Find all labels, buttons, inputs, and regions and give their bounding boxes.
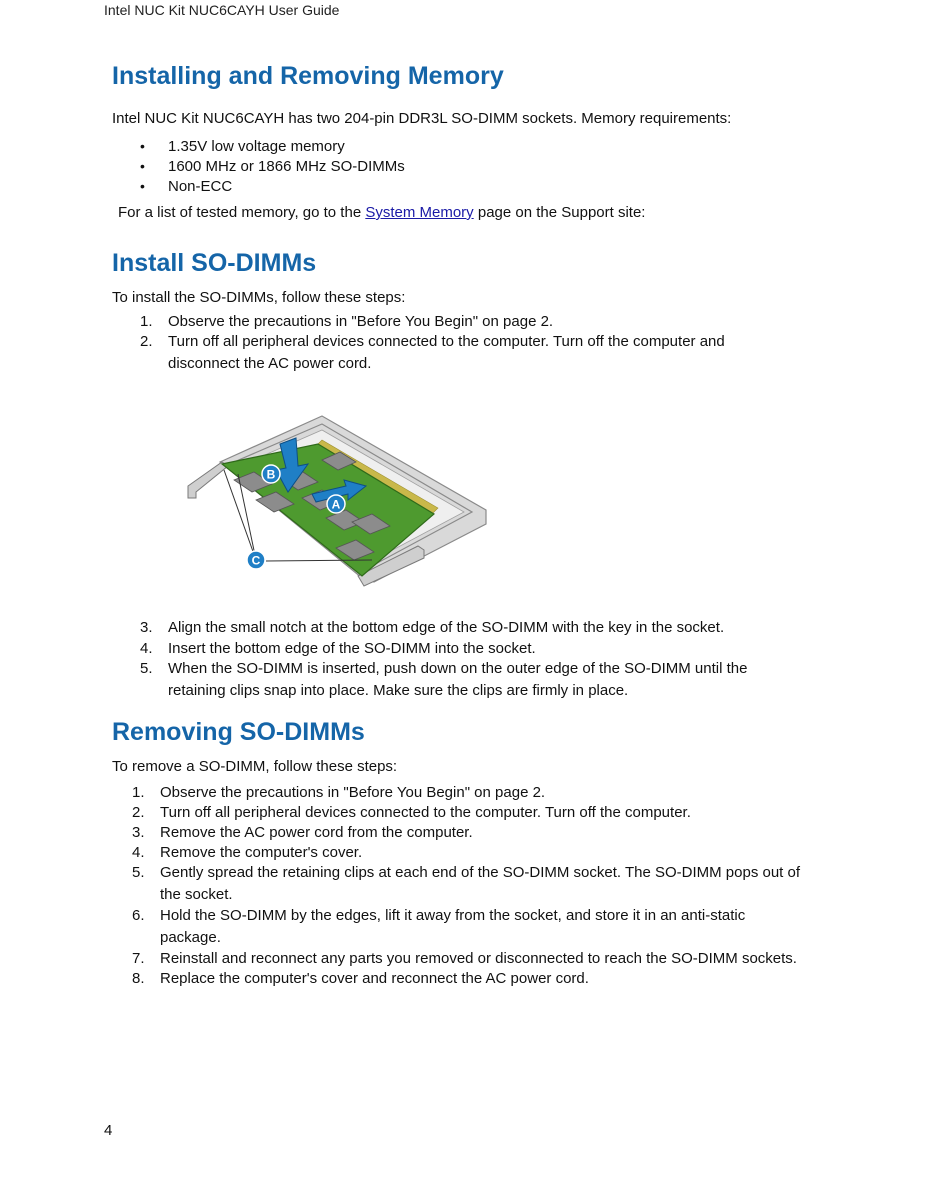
callout-a-label: A bbox=[331, 497, 341, 512]
install-step-number: 2. bbox=[140, 333, 153, 350]
install-step-5-line-2: retaining clips snap into place. Make sure the clips are firmly in place. bbox=[168, 682, 629, 699]
remove-step-number: 8. bbox=[132, 970, 145, 987]
remove-step-3: Remove the AC power cord from the computer. bbox=[160, 824, 473, 841]
sodimm-install-illustration bbox=[172, 400, 494, 600]
callout-c bbox=[247, 551, 265, 569]
install-intro: To install the SO-DIMMs, follow these steps: bbox=[112, 289, 406, 306]
remove-step-number: 6. bbox=[132, 907, 145, 924]
page-number: 4 bbox=[104, 1122, 113, 1139]
remove-step-6-line-2: package. bbox=[160, 929, 221, 946]
install-step-2-line-2: disconnect the AC power cord. bbox=[168, 355, 372, 372]
bullet-dot: • bbox=[140, 178, 145, 194]
install-step-number: 3. bbox=[140, 619, 153, 636]
memory-requirement-1: 1.35V low voltage memory bbox=[168, 138, 345, 155]
memory-requirement-2: 1600 MHz or 1866 MHz SO-DIMMs bbox=[168, 158, 405, 175]
install-step-1: Observe the precautions in "Before You Begin" on page 2. bbox=[168, 313, 554, 330]
remove-step-5-line-2: the socket. bbox=[160, 886, 233, 903]
remove-step-number: 4. bbox=[132, 844, 145, 861]
remove-step-number: 2. bbox=[132, 804, 145, 821]
document-header: Intel NUC Kit NUC6CAYH User Guide bbox=[104, 2, 340, 18]
memory-requirement-3: Non-ECC bbox=[168, 178, 233, 195]
callout-b-label: B bbox=[266, 467, 276, 482]
system-memory-link[interactable]: System Memory bbox=[365, 204, 474, 221]
left-retaining-clip bbox=[188, 462, 228, 498]
tested-memory-paragraph bbox=[118, 204, 645, 221]
remove-step-2: Turn off all peripheral devices connected to the computer. Turn off the computer. bbox=[160, 804, 691, 821]
bullet-dot: • bbox=[140, 138, 145, 154]
remove-step-1: Observe the precautions in "Before You Begin" on page 2. bbox=[160, 784, 546, 801]
link-suffix: page on the Support site: bbox=[473, 204, 646, 221]
memory-intro: Intel NUC Kit NUC6CAYH has two 204-pin DDR3L SO-DIMM sockets. Memory requirements: bbox=[112, 110, 732, 127]
install-step-number: 4. bbox=[140, 640, 153, 657]
section-heading-remove: Removing SO-DIMMs bbox=[112, 718, 365, 746]
remove-step-number: 1. bbox=[132, 784, 145, 801]
bullet-dot: • bbox=[140, 158, 145, 174]
callout-c-label: C bbox=[251, 553, 261, 568]
remove-step-8: Replace the computer's cover and reconnect the AC power cord. bbox=[160, 970, 589, 987]
remove-step-number: 5. bbox=[132, 864, 145, 881]
install-step-number: 5. bbox=[140, 660, 153, 677]
remove-step-6-line-1: Hold the SO-DIMM by the edges, lift it away from the socket, and store it in an anti-static bbox=[160, 907, 746, 924]
remove-step-number: 7. bbox=[132, 950, 145, 967]
callout-a bbox=[327, 495, 345, 513]
section-heading-install: Install SO-DIMMs bbox=[112, 249, 317, 277]
install-step-2-line-1: Turn off all peripheral devices connected to the computer. Turn off the computer and bbox=[168, 333, 725, 350]
callout-b bbox=[262, 465, 280, 483]
remove-step-4: Remove the computer's cover. bbox=[160, 844, 363, 861]
remove-step-number: 3. bbox=[132, 824, 145, 841]
install-step-4: Insert the bottom edge of the SO-DIMM into the socket. bbox=[168, 640, 536, 657]
install-step-5-line-1: When the SO-DIMM is inserted, push down on the outer edge of the SO-DIMM until the bbox=[168, 660, 748, 677]
remove-intro: To remove a SO-DIMM, follow these steps: bbox=[112, 758, 398, 775]
section-heading-memory: Installing and Removing Memory bbox=[112, 62, 504, 90]
link-prefix: For a list of tested memory, go to the bbox=[118, 204, 366, 221]
install-step-number: 1. bbox=[140, 313, 153, 330]
remove-step-7: Reinstall and reconnect any parts you removed or disconnected to reach the SO-DIMM sockets. bbox=[160, 950, 797, 967]
install-step-3: Align the small notch at the bottom edge of the SO-DIMM with the key in the socket. bbox=[168, 619, 725, 636]
remove-step-5-line-1: Gently spread the retaining clips at each end of the SO-DIMM socket. The SO-DIMM pops out of bbox=[160, 864, 801, 881]
